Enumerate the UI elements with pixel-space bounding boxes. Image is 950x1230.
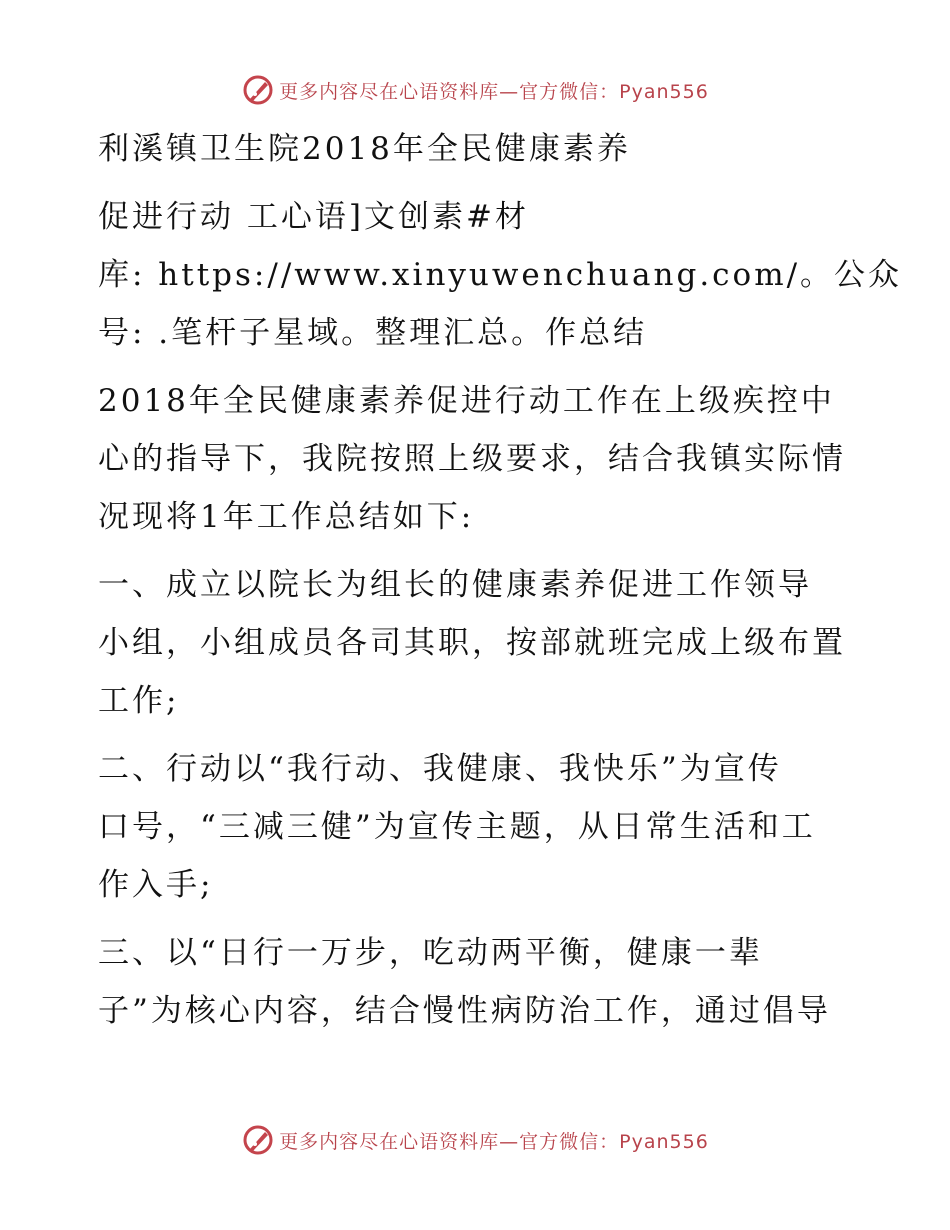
paragraph-2-line-1: 一、成立以院长为组长的健康素养促进工作领导: [98, 567, 812, 603]
paragraph-1-line-2: 心的指导下，我院按照上级要求，结合我镇实际情: [98, 441, 846, 477]
watermark-text: 更多内容尽在心语资料库—官方微信：Pyan556: [279, 80, 709, 103]
paragraph-2-line-3: 工作;: [98, 683, 180, 719]
paragraph-2-line-2: 小组，小组成员各司其职，按部就班完成上级布置: [98, 625, 846, 661]
watermark-banner-bottom: [0, 1120, 950, 1160]
paragraph-4-line-2: 子”为核心内容，结合慢性病防治工作，通过倡导: [98, 993, 831, 1029]
pen-logo-icon: [241, 73, 275, 107]
watermark-banner-top: [0, 70, 950, 110]
paragraph-3-line-1: 二、行动以“我行动、我健康、我快乐”为宣传: [98, 751, 782, 787]
text-line: 号: .笔杆子星域。整理汇总。作总结: [98, 315, 648, 351]
paragraph-3-line-3: 作入手;: [98, 867, 214, 903]
watermark-text: 更多内容尽在心语资料库—官方微信：Pyan556: [279, 1130, 709, 1153]
text-line: 库: https://www.xinyuwenchuang.com/。公众: [98, 257, 903, 293]
paragraph-1-line-1: 2018年全民健康素养促进行动工作在上级疾控中: [98, 383, 835, 419]
paragraph-1-line-3: 况现将1年工作总结如下:: [98, 499, 475, 535]
document-body: [98, 120, 903, 1040]
paragraph-4-line-1: 三、以“日行一万步，吃动两平衡，健康一辈: [98, 935, 763, 971]
pen-logo-icon: [241, 1123, 275, 1157]
paragraph-3-line-2: 口号，“三减三健”为宣传主题，从日常生活和工: [98, 809, 816, 845]
title-line-2: 促进行动 工心语]文创素#材: [98, 199, 529, 235]
title-line-1: 利溪镇卫生院2018年全民健康素养: [98, 131, 631, 167]
